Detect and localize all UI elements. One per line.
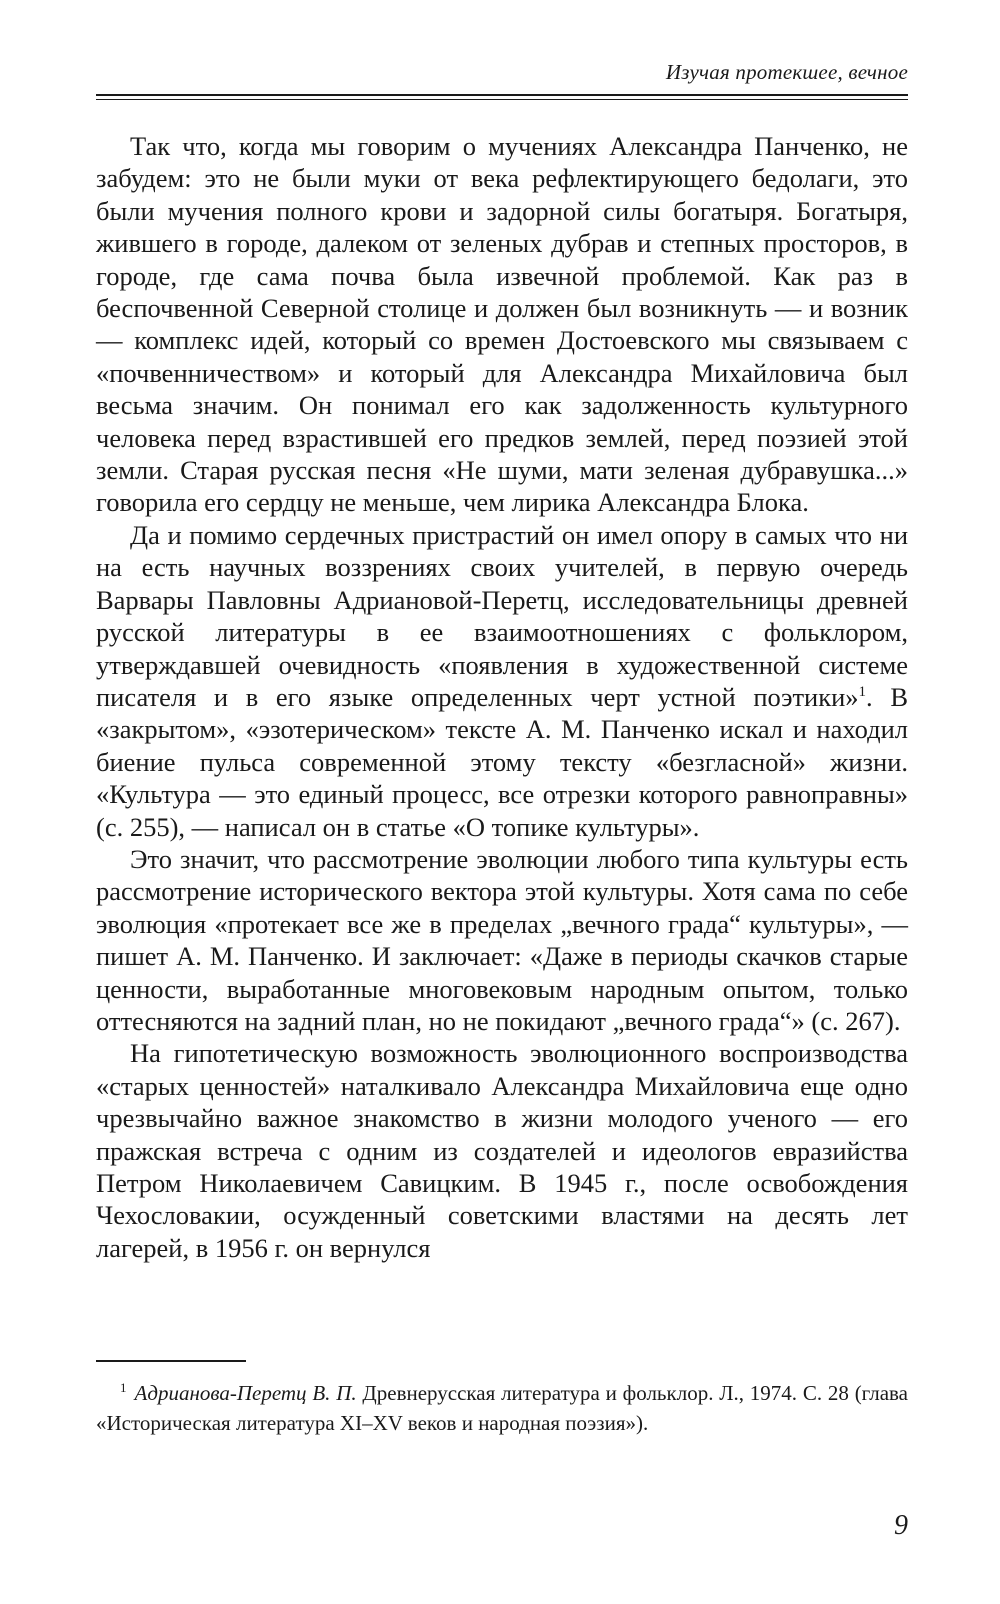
page-number: 9 (894, 1510, 908, 1541)
paragraph-2-text-before: Да и помимо сердечных пристрастий он имел опору в самых что ни на есть научных воззрениях своих учителей, в первую очередь Варвары Павловны Адриановой-Перетц, исследовательницы древней русской литературы в ее взаимоотношениях с фольклором, утверждавшей очевидность «появления в художественной системе писателя и в его языке определенных черт устной поэтики» (96, 519, 908, 712)
paragraph-4: На гипотетическую возможность эволюционного воспроизводства «старых ценностей» наталкивало Александра Михайловича еще одно чрезвычайно важное знакомство в жизни молодого ученого — его пражская встреча с одним из создателей и идеологов евразийства Петром Николаевичем Савицким. В 1945 г., после освобождения Чехословакии, осужденный советскими властями на десять лет лагерей, в 1956 г. он вернулся (96, 1038, 908, 1263)
main-text (96, 130, 908, 1264)
paragraph-1: Так что, когда мы говорим о мучениях Александра Панченко, не забудем: это не были муки от века рефлектирующего бедолаги, это были мучения полного крови и задорной силы богатыря. Богатыря, жившего в городе, далеком от зеленых дубрав и степных просторов, в городе, где сама почва была извечной проблемой. Как раз в беспочвенной Северной столице и должен был возникнуть — и возник — комплекс идей, который со времен Достоевского мы связываем с «почвенничеством» и который для Александра Михайловича был весьма значим. Он понимал его как задолженность культурного человека перед взрастившей его предков землей, перед поэзией этой земли. Старая русская песня «Не шуми, мати зеленая дубравушка...» говорила его сердцу не меньше, чем лирика Александра Блока. (96, 131, 908, 518)
book-page (96, 0, 908, 1604)
paragraph-3: Это значит, что рассмотрение эволюции любого типа культуры есть рассмотрение исторического вектора этой культуры. Хотя сама по себе эволюция «протекает все же в пределах „вечного града“ культуры», — пишет А. М. Панченко. И заключает: «Даже в периоды скачков старые ценности, выработанные многовековым народным опытом, только оттесняются на задний план, но не покидают „вечного града“» (с. 267). (96, 843, 908, 1036)
header-rule (96, 94, 908, 96)
footnote-number: 1 (120, 1380, 127, 1395)
footnote-entry (96, 1378, 908, 1438)
paragraph-2-text-after: . В «закрытом», «эзотерическом» тексте А. М. Панченко искал и находил биение пульса современной этому тексту «безгласной» жизни. «Культура — это единый процесс, все отрезки которого равноправны» (с. 255), — написал он в статье «О топике культуры». (96, 681, 908, 842)
footnote-reference: 1 (858, 684, 867, 701)
running-head: Изучая протекшее, вечное (665, 60, 908, 84)
footnote-text: Древнерусская литература и фольклор. Л., 1974. С. 28 (глава «Историческая литература XI–XV веков и народная поэзия»). (96, 1381, 908, 1435)
header-rule-thin (96, 99, 908, 100)
paragraph-2 (96, 519, 908, 843)
footnote (96, 1378, 908, 1438)
footnote-author: Адрианова-Перетц В. П. (134, 1381, 357, 1405)
footnote-separator (96, 1360, 246, 1362)
